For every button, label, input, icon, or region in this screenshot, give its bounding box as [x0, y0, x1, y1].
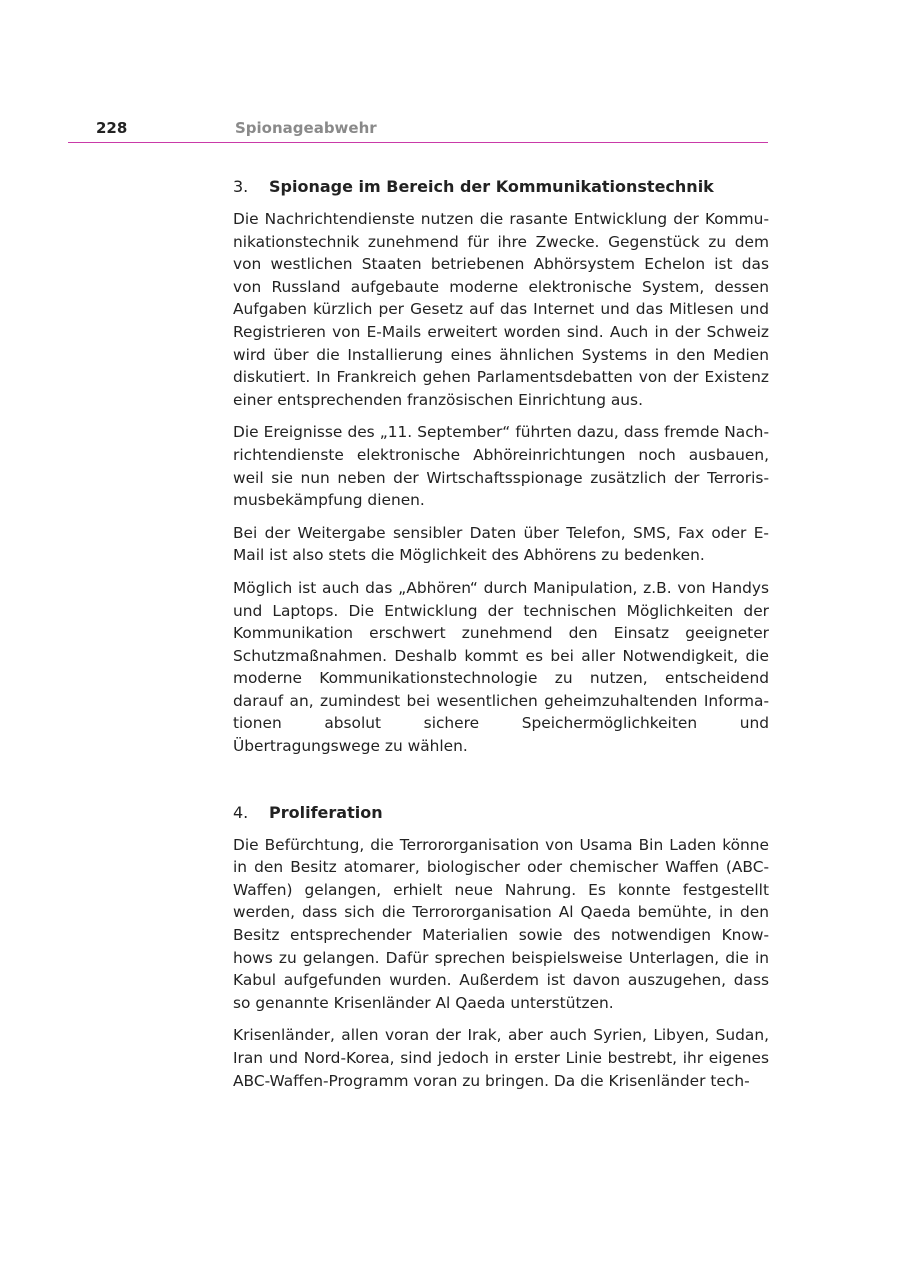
- section-heading: [233, 802, 769, 824]
- paragraph: Die Nachrichtendienste nutzen die rasante Entwicklung der Kommunikationstechnik zunehmend für ihre Zwecke. Gegenstück zu dem von westlichen Staaten betriebenen Abhörsystem Echelon ist das von Russland aufgebaute moderne elektronische System, dessen Aufgaben kürzlich per Gesetz auf das Internet und das Mitlesen und Registrieren von E-Mails erweitert worden sind. Auch in der Schweiz wird über die Installierung eines ähnlichen Systems in den Medien diskutiert. In Frankreich gehen Parlamentsdebatten von der Existenz einer entsprechenden französischen Einrichtung aus.: [233, 210, 769, 409]
- section-3: [233, 176, 769, 758]
- main-text-column: [233, 176, 769, 1102]
- paragraph: Krisenländer, allen voran der Irak, aber auch Syrien, Libyen, Sudan, Iran und Nord-Korea, sind jedoch in erster Linie bestrebt, ihr eigenes ABC-Waffen-Programm voran zu bringen. Da die Krisenländer tech-: [233, 1026, 769, 1090]
- section-number: 3.: [233, 177, 249, 196]
- section-4: [233, 802, 769, 1093]
- section-heading: [233, 176, 769, 198]
- paragraph: Möglich ist auch das „Abhören“ durch Manipulation, z.B. von Handys und Laptops. Die Entwicklung der technischen Möglichkeiten der Kommunikation erschwert zunehmend den Einsatz geeigneter Schutzmaßnahmen. Deshalb kommt es bei aller Notwendigkeit, die moderne Kommunikationstechnologie zu nutzen, entscheidend darauf an, zumindest bei wesentlichen geheimzuhaltenden Informationen absolut sichere Speichermöglichkeiten und Übertragungswege zu wählen.: [233, 578, 769, 756]
- paragraph: Bei der Weitergabe sensibler Daten über Telefon, SMS, Fax oder E-Mail ist also stets die Möglichkeit des Abhörens zu bedenken.: [233, 523, 769, 565]
- page-number: 228: [96, 119, 128, 137]
- section-title: Proliferation: [269, 802, 383, 822]
- paragraph: Die Befürchtung, die Terrororganisation von Usama Bin Laden könne in den Besitz atomarer, biologischer oder chemischer Waffen (ABC-Waffen) gelangen, erhielt neue Nahrung. Es konnte festgestellt werden, dass sich die Terrororganisation Al Qaeda bemühte, in den Besitz entsprechender Materialien sowie des notwendigen Know-hows zu gelangen. Dafür sprechen beispielsweise Unterlagen, die in Kabul aufgefunden wurden. Außerdem ist davon auszugehen, dass so genannte Krisenländer Al Qaeda unterstützen.: [233, 835, 769, 1012]
- section-number: 4.: [233, 802, 249, 822]
- section-title: Spionage im Bereich der Kommunikationstechnik: [269, 177, 714, 196]
- running-header: [68, 116, 768, 143]
- running-title: Spionageabwehr: [235, 119, 377, 137]
- paragraph: Die Ereignisse des „11. September“ führten dazu, dass fremde Nachrichtendienste elektronische Abhöreinrichtungen noch ausbauen, weil sie nun neben der Wirtschaftsspionage zusätzlich der Terrorismusbekämpfung dienen.: [233, 423, 769, 510]
- section-spacer: [233, 768, 769, 802]
